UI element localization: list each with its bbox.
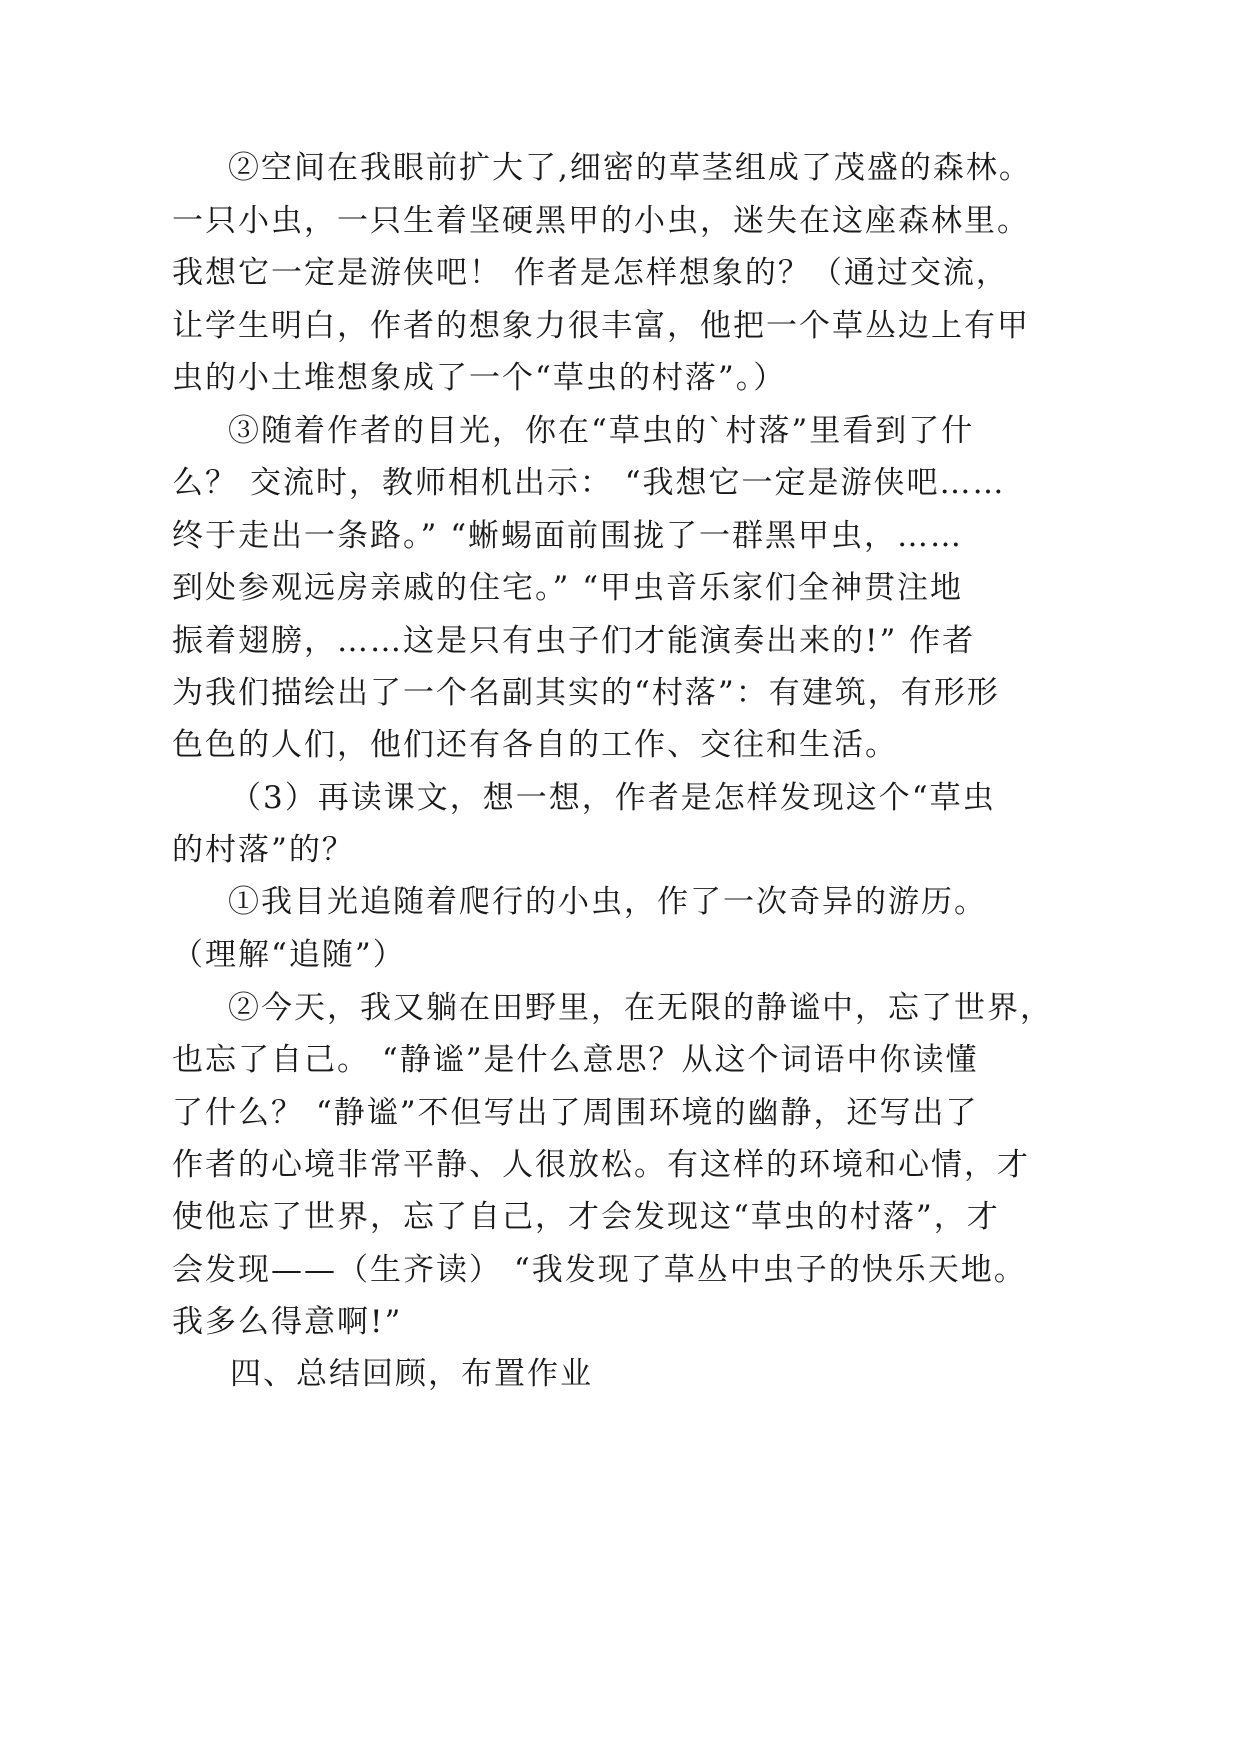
paragraph-line: ②空间在我眼前扩大了,细密的草茎组成了茂盛的森林。 bbox=[228, 150, 1032, 186]
paragraph-line: 一只小虫，一只生着坚硬黑甲的小虫，迷失在这座森林里。 bbox=[172, 203, 1030, 239]
paragraph-line: 为我们描绘出了一个名副其实的“村落”：有建筑，有形形 bbox=[172, 675, 1000, 711]
paragraph-line: 终于走出一条路。” “蜥蜴面前围拢了一群黑甲虫，…… bbox=[172, 518, 964, 554]
paragraph-line: 使他忘了世界，忘了自己，才会发现这“草虫的村落”，才 bbox=[172, 1199, 1000, 1235]
paragraph-line: 振着翅膀，……这是只有虫子们才能演奏出来的!” 作者 bbox=[172, 623, 976, 659]
paragraph-line: 的村落”的？ bbox=[172, 832, 355, 868]
paragraph-line: 色色的人们，他们还有各自的工作、交往和生活。 bbox=[172, 727, 898, 763]
paragraph-line: 会发现——（生齐读） “我发现了草丛中虫子的快乐天地。 bbox=[172, 1252, 1027, 1288]
paragraph-line: （3）再读课文，想一想，作者是怎样发现这个“草虫 bbox=[230, 780, 996, 816]
paragraph-line: ③随着作者的目光，你在“草虫的`村落”里看到了什 bbox=[228, 413, 975, 449]
paragraph-line: 作者的心境非常平静、人很放松。有这样的环境和心情，才 bbox=[172, 1147, 1030, 1183]
paragraph-line: 让学生明白，作者的想象力很丰富，他把一个草丛边上有甲 bbox=[172, 308, 1030, 344]
paragraph-line: （理解“追随”） bbox=[172, 937, 406, 973]
paragraph-line: 虫的小土堆想象成了一个“草虫的村落”。） bbox=[172, 360, 787, 396]
paragraph-line: 也忘了自己。 “静谧”是什么意思？从这个词语中你读懂 bbox=[172, 1042, 979, 1078]
paragraph-line: 到处参观远房亲戚的住宅。” “甲虫音乐家们全神贯注地 bbox=[172, 570, 964, 606]
paragraph-line: 我想它一定是游侠吧！ 作者是怎样想象的？（通过交流， bbox=[172, 255, 1009, 291]
paragraph-line: 我多么得意啊!” bbox=[172, 1304, 403, 1340]
paragraph-line: 了什么？ “静谧”不但写出了周围环境的幽静，还写出了 bbox=[172, 1095, 979, 1131]
paragraph-line: ①我目光追随着爬行的小虫，作了一次奇异的游历。 bbox=[228, 884, 987, 920]
paragraph-line: ②今天，我又躺在田野里，在无限的静谧中，忘了世界， bbox=[228, 990, 1053, 1026]
section-heading: 四、总结回顾，布置作业 bbox=[230, 1356, 593, 1392]
paragraph-line: 么？ 交流时，教师相机出示： “我想它一定是游侠吧…… bbox=[172, 465, 1006, 501]
